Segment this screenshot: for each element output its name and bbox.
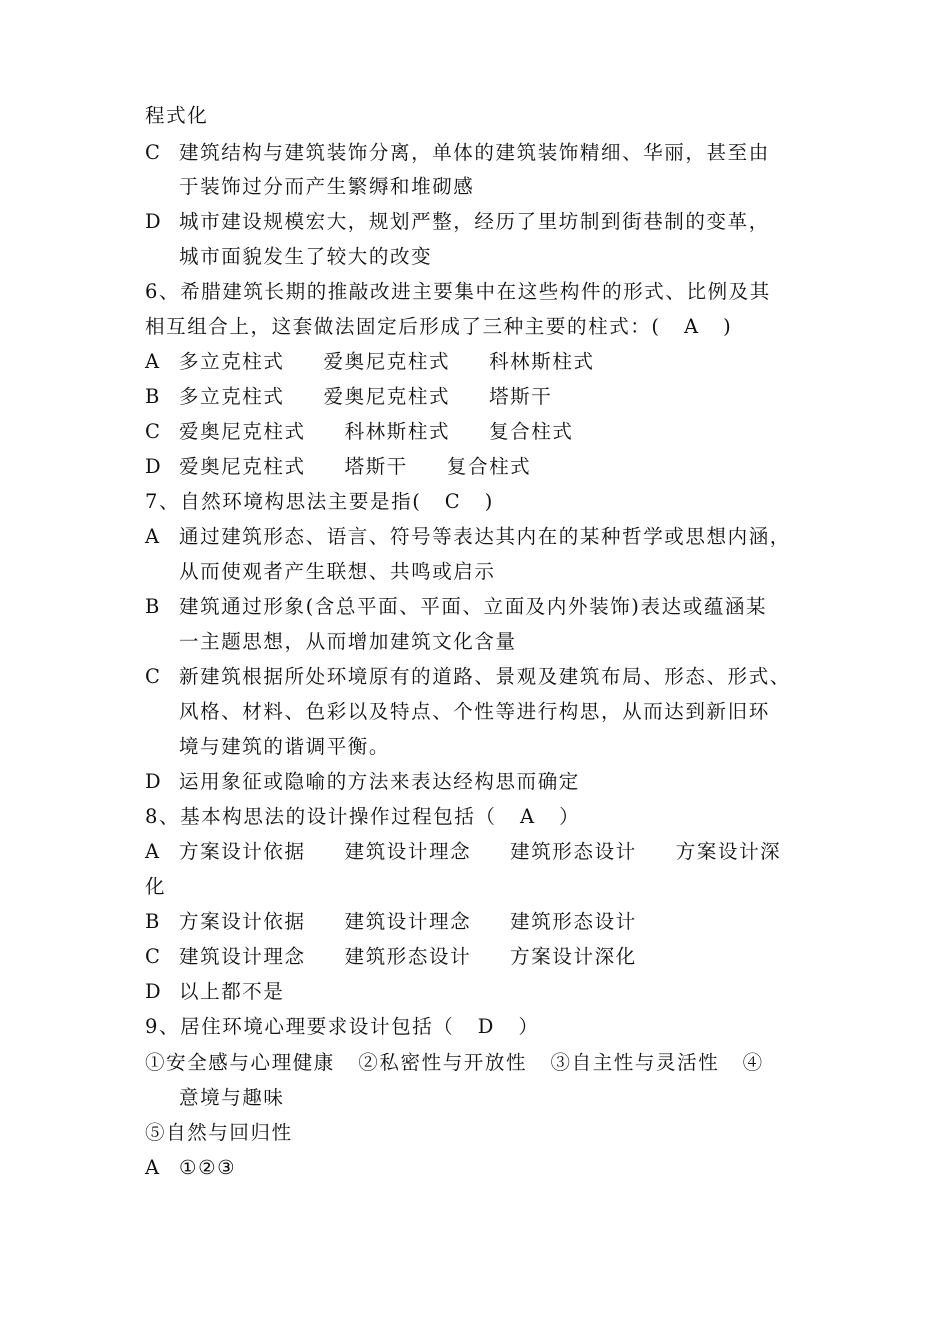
question-7: 7、自然环境构思法主要是指( C ): [145, 490, 494, 513]
option-text: 通过建筑形态、语言、符号等表达其内在的某种哲学或思想内涵，: [179, 525, 791, 548]
text-line: 化: [145, 875, 167, 898]
option-text: 城市建设规模宏大，规划严整，经历了里坊制到街巷制的变革，: [179, 210, 770, 233]
option-label: A: [145, 840, 160, 863]
option-text: 爱奥尼克柱式 塔斯干 复合柱式: [179, 455, 532, 478]
option-label: A: [145, 350, 160, 373]
option-text: 建筑结构与建筑装饰分离，单体的建筑装饰精细、华丽，甚至由: [179, 141, 770, 164]
text-line: ⑤自然与回归性: [145, 1121, 293, 1144]
option-label: D: [145, 980, 161, 1003]
text-line: 境与建筑的谐调平衡。: [179, 735, 391, 758]
option-text: 多立克柱式 爱奥尼克柱式 塔斯干: [179, 385, 553, 408]
option-text: 建筑通过形象(含总平面、平面、立面及内外装饰)表达或蕴涵某: [179, 595, 768, 618]
option-text: 以上都不是: [179, 980, 285, 1003]
question-6: 6、希腊建筑长期的推敲改进主要集中在这些构件的形式、比例及其: [145, 280, 771, 303]
text-line: 于装饰过分而产生繁缛和堆砌感: [179, 175, 475, 198]
question-8: 8、基本构思法的设计操作过程包括（ A ）: [145, 805, 581, 828]
text-line: 相互组合上，这套做法固定后形成了三种主要的柱式：( A ): [145, 315, 733, 338]
text-line: 意境与趣味: [179, 1086, 285, 1109]
text-line: 从而使观者产生联想、共鸣或启示: [179, 560, 496, 583]
option-label: C: [145, 945, 160, 968]
text-line: 风格、材料、色彩以及特点、个性等进行构思，从而达到新旧环: [179, 700, 770, 723]
option-text: 建筑设计理念 建筑形态设计 方案设计深化: [179, 945, 637, 968]
option-text: ①②③: [179, 1156, 237, 1179]
option-label: A: [145, 525, 160, 548]
option-label: C: [145, 420, 160, 443]
option-text: 方案设计依据 建筑设计理念 建筑形态设计 方案设计深: [179, 840, 782, 863]
option-text: 多立克柱式 爱奥尼克柱式 科林斯柱式: [179, 350, 595, 373]
option-label: C: [145, 665, 160, 688]
option-label: B: [145, 910, 160, 933]
option-label: A: [145, 1156, 160, 1179]
option-label: D: [145, 770, 161, 793]
option-label: D: [145, 455, 161, 478]
text-line: 程式化: [145, 104, 209, 127]
option-label: B: [145, 385, 160, 408]
text-line: 城市面貌发生了较大的改变: [179, 245, 433, 268]
text-line: ①安全感与心理健康 ②私密性与开放性 ③自主性与灵活性 ④: [145, 1051, 764, 1074]
question-9: 9、居住环境心理要求设计包括（ D ）: [145, 1015, 540, 1038]
option-text: 运用象征或隐喻的方法来表达经构思而确定: [179, 770, 580, 793]
option-text: 爱奥尼克柱式 科林斯柱式 复合柱式: [179, 420, 574, 443]
option-text: 方案设计依据 建筑设计理念 建筑形态设计: [179, 910, 637, 933]
option-label: D: [145, 210, 161, 233]
option-text: 新建筑根据所处环境原有的道路、景观及建筑布局、形态、形式、: [179, 665, 791, 688]
option-label: C: [145, 141, 160, 164]
text-line: 一主题思想，从而增加建筑文化含量: [179, 630, 517, 653]
option-label: B: [145, 595, 160, 618]
